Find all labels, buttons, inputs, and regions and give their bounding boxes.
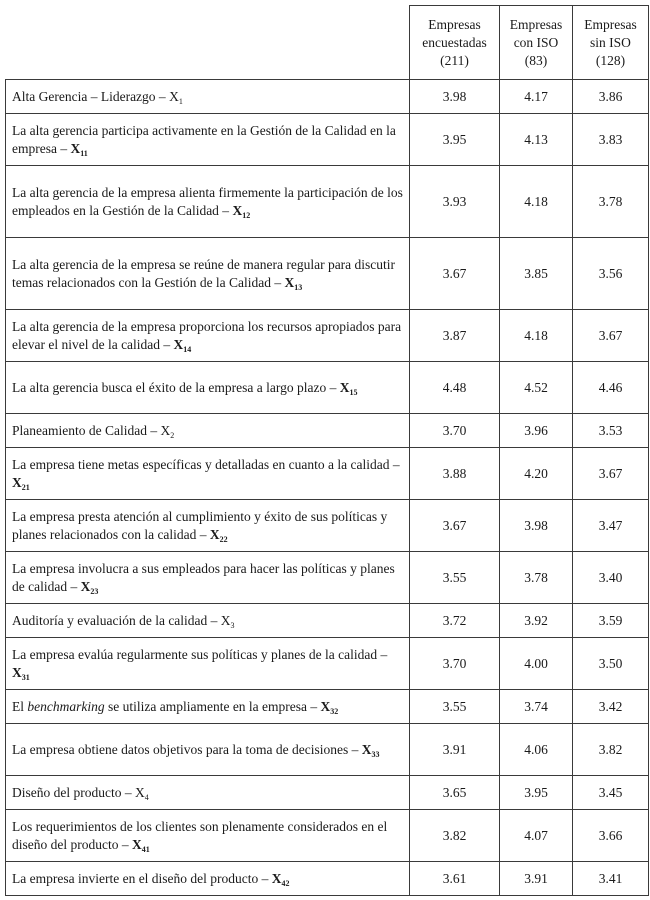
- table-row: [6, 310, 649, 362]
- header-col-2: [500, 6, 573, 80]
- value-cell: 3.47: [573, 500, 649, 552]
- table-row: [6, 114, 649, 166]
- header-line: Empresas: [584, 16, 637, 32]
- value-cell: 3.91: [500, 862, 573, 896]
- row-description: [6, 862, 410, 896]
- value-cell: 4.13: [500, 114, 573, 166]
- value-cell: 3.91: [410, 724, 500, 776]
- value-cell: 4.18: [500, 166, 573, 238]
- variable-code: $X_4$: [134, 784, 149, 802]
- value-cell: 3.42: [573, 690, 649, 724]
- value-cell: 3.65: [410, 776, 500, 810]
- row-text: se utiliza ampliamente en la empresa –: [104, 698, 321, 714]
- header-line: (83): [524, 52, 548, 68]
- table-row: [6, 500, 649, 552]
- row-text: La alta gerencia participa activamente en la Gestión de la Calidad en la empresa –: [12, 122, 396, 156]
- table-row: [6, 166, 649, 238]
- value-cell: 3.53: [573, 414, 649, 448]
- row-text: La empresa tiene metas específicas y detalladas en cuanto a la calidad –: [12, 456, 400, 472]
- value-cell: 3.67: [410, 500, 500, 552]
- table-row: [6, 448, 649, 500]
- value-cell: 3.83: [573, 114, 649, 166]
- value-cell: 4.52: [500, 362, 573, 414]
- header-col-1: [410, 6, 500, 80]
- header-line: Empresas: [428, 16, 481, 32]
- variable-code: $X_1$: [169, 88, 183, 106]
- table-row: [6, 414, 649, 448]
- value-cell: 3.74: [500, 690, 573, 724]
- row-description: [6, 414, 410, 448]
- header-col-3: [573, 6, 649, 80]
- table-row: [6, 80, 649, 114]
- header-line: sin ISO: [590, 34, 631, 50]
- value-cell: 4.20: [500, 448, 573, 500]
- row-text: Alta Gerencia – Liderazgo –: [12, 88, 170, 104]
- value-cell: 3.95: [410, 114, 500, 166]
- row-text: La alta gerencia busca el éxito de la empresa a largo plazo –: [12, 379, 340, 395]
- value-cell: 3.88: [410, 448, 500, 500]
- value-cell: 4.46: [573, 362, 649, 414]
- row-text: La empresa evalúa regularmente sus políticas y planes de la calidad –: [12, 646, 388, 662]
- variable-code: $X_{21}$: [12, 474, 30, 492]
- value-cell: 4.07: [500, 810, 573, 862]
- row-description: [6, 552, 410, 604]
- variable-code: $X_2$: [160, 422, 175, 440]
- table-row: [6, 862, 649, 896]
- value-cell: 3.78: [500, 552, 573, 604]
- value-cell: 3.78: [573, 166, 649, 238]
- value-cell: 4.48: [410, 362, 500, 414]
- value-cell: 3.40: [573, 552, 649, 604]
- row-description: [6, 362, 410, 414]
- value-cell: 3.67: [573, 448, 649, 500]
- row-description: [6, 690, 410, 724]
- value-cell: 3.85: [500, 238, 573, 310]
- table-row: [6, 638, 649, 690]
- value-cell: 3.61: [410, 862, 500, 896]
- value-cell: 3.70: [410, 638, 500, 690]
- value-cell: 3.67: [410, 238, 500, 310]
- row-text: La empresa presta atención al cumplimiento y éxito de sus políticas y planes relacionados con la calidad –: [12, 508, 388, 542]
- variable-code: $X_3$: [220, 612, 235, 630]
- value-cell: 3.98: [500, 500, 573, 552]
- header-line: con ISO: [513, 34, 559, 50]
- row-description: [6, 114, 410, 166]
- value-cell: 3.82: [573, 724, 649, 776]
- value-cell: 3.87: [410, 310, 500, 362]
- value-cell: 3.59: [573, 604, 649, 638]
- value-cell: 3.93: [410, 166, 500, 238]
- value-cell: 3.56: [573, 238, 649, 310]
- row-description: [6, 500, 410, 552]
- row-text-emphasis: benchmarking: [27, 698, 105, 714]
- row-text: Planeamiento de Calidad –: [12, 422, 161, 438]
- variable-code: $X_{23}$: [80, 578, 99, 596]
- variable-code: $X_{32}$: [320, 698, 339, 716]
- variable-code: $X_{15}$: [339, 379, 358, 397]
- row-description: [6, 166, 410, 238]
- row-description: [6, 776, 410, 810]
- value-cell: 3.70: [410, 414, 500, 448]
- results-table: [5, 5, 649, 896]
- table-row: [6, 604, 649, 638]
- header-line: encuestadas: [422, 34, 487, 50]
- value-cell: 4.06: [500, 724, 573, 776]
- variable-code: $X_{42}$: [271, 870, 290, 888]
- variable-code: $X_{33}$: [361, 741, 380, 759]
- value-cell: 4.17: [500, 80, 573, 114]
- row-description: [6, 310, 410, 362]
- row-text: La empresa obtiene datos objetivos para la toma de decisiones –: [12, 741, 362, 757]
- value-cell: 3.45: [573, 776, 649, 810]
- row-description: [6, 448, 410, 500]
- value-cell: 3.82: [410, 810, 500, 862]
- variable-code: $X_{22}$: [209, 526, 228, 544]
- value-cell: 3.72: [410, 604, 500, 638]
- row-description: [6, 724, 410, 776]
- table-row: [6, 362, 649, 414]
- table-row: [6, 552, 649, 604]
- header-line: Empresas: [509, 16, 563, 32]
- row-text-prefix: El: [12, 698, 28, 714]
- row-description: [6, 810, 410, 862]
- row-text: La alta gerencia de la empresa alienta firmemente la participación de los empleados en la Gestión de la Calidad –: [12, 184, 403, 218]
- row-text: La alta gerencia de la empresa proporciona los recursos apropiados para elevar el nivel de la calidad –: [12, 318, 402, 352]
- row-text: Diseño del producto –: [12, 784, 135, 800]
- value-cell: 3.95: [500, 776, 573, 810]
- row-description: [6, 604, 410, 638]
- value-cell: 3.86: [573, 80, 649, 114]
- row-description: [6, 238, 410, 310]
- value-cell: 3.98: [410, 80, 500, 114]
- row-text: La alta gerencia de la empresa se reúne de manera regular para discutir temas relacionados con la Gestión de la Calidad –: [12, 256, 396, 290]
- table-row: [6, 690, 649, 724]
- value-cell: 3.66: [573, 810, 649, 862]
- value-cell: 3.55: [410, 552, 500, 604]
- value-cell: 3.55: [410, 690, 500, 724]
- table-row: [6, 776, 649, 810]
- header-line: (211): [440, 52, 469, 68]
- table-row: [6, 724, 649, 776]
- variable-code: $X_{14}$: [173, 336, 192, 354]
- value-cell: 4.18: [500, 310, 573, 362]
- row-text: La empresa involucra a sus empleados para hacer las políticas y planes de calidad –: [12, 560, 395, 594]
- variable-code: $X_{12}$: [232, 202, 251, 220]
- table-row: [6, 238, 649, 310]
- variable-code: $X_{41}$: [131, 836, 150, 854]
- value-cell: 3.41: [573, 862, 649, 896]
- table-row: [6, 810, 649, 862]
- row-text: Los requerimientos de los clientes son plenamente considerados en el diseño del producto –: [12, 818, 388, 852]
- value-cell: 3.67: [573, 310, 649, 362]
- row-description: [6, 80, 410, 114]
- header-line: (128): [595, 52, 626, 68]
- value-cell: 3.96: [500, 414, 573, 448]
- row-description: [6, 638, 410, 690]
- value-cell: 3.50: [573, 638, 649, 690]
- variable-code: $X_{31}$: [12, 664, 30, 682]
- variable-code: $X_{11}$: [70, 140, 88, 158]
- header-blank-cell: [6, 6, 410, 80]
- row-text: Auditoría y evaluación de la calidad –: [12, 612, 221, 628]
- row-text: La empresa invierte en el diseño del producto –: [12, 870, 272, 886]
- variable-code: $X_{13}$: [284, 274, 303, 292]
- value-cell: 4.00: [500, 638, 573, 690]
- value-cell: 3.92: [500, 604, 573, 638]
